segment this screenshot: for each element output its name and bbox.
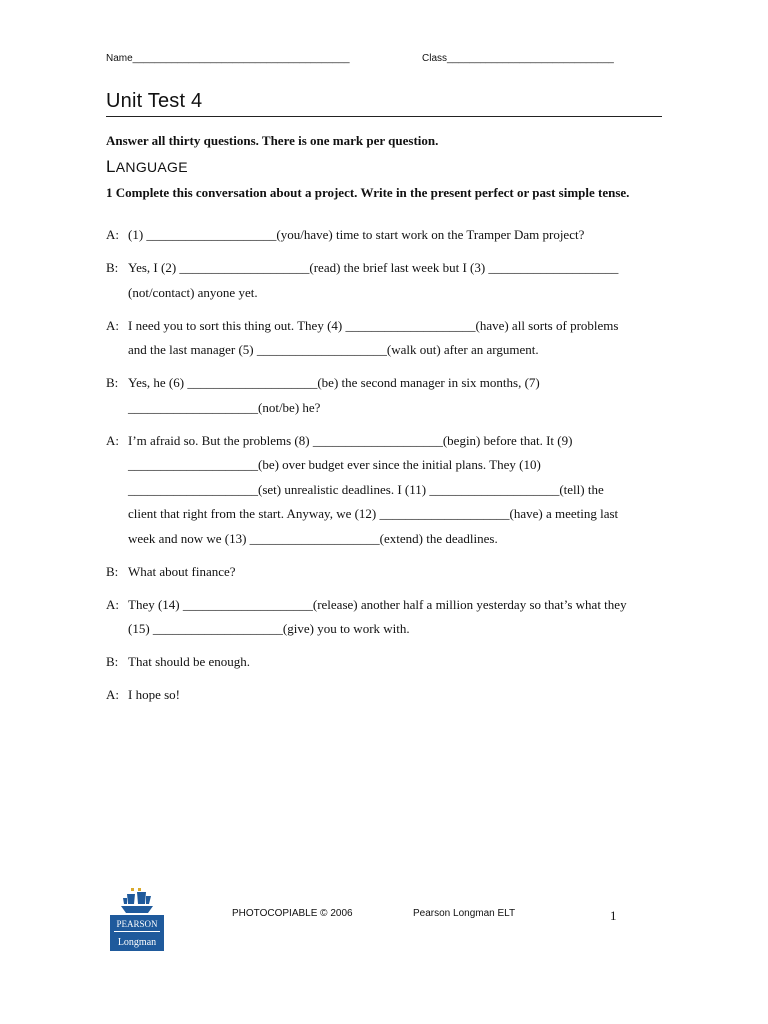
dialogue-speaker: B: [106,260,119,275]
class-field: Class______________________________ [422,53,614,64]
dialogue-line: I’m afraid so. But the problems (8) ____________________(begin) before that. It (9) [128,432,573,448]
page-number: 1 [610,908,617,923]
pearson-longman-logo [110,886,164,951]
dialogue-line: I need you to sort this thing out. They (4) ____________________(have) all sorts of problems [128,317,619,333]
dialogue-speaker: A: [106,596,119,612]
dialogue-line: ____________________(be) over budget ever since the initial plans. They (10) [128,457,541,472]
logo-bottom-text: Longman [117,937,157,948]
footer-publisher: Pearson Longman ELT [413,908,516,919]
dialogue-line: (not/contact) anyone yet. [128,284,258,300]
dialogue-line: They (14) ____________________(release) another half a million yesterday so that’s what they [128,596,627,612]
dialogue-line: (15) ____________________(give) you to work with. [128,621,410,636]
dialogue-line: Yes, I (2) ____________________(read) the brief last week but I (3) ____________________ [128,260,619,275]
section-initial: L [106,157,116,176]
dialogue-line: ____________________(set) unrealistic deadlines. I (11) ____________________(tell) the [128,481,604,497]
section-rest: ANGUAGE [115,159,188,175]
dialogue-line: I hope so! [128,687,180,702]
dialogue-speaker: B: [106,563,119,579]
dialogue-line: week and now we (13) ____________________(extend) the deadlines. [128,530,498,546]
dialogue-line: That should be enough. [128,654,251,669]
dialogue-line: (1) ____________________(you/have) time to start work on the Tramper Dam project? [128,227,585,242]
dialogue-speaker: A: [106,227,119,242]
dialogue-speaker: B: [106,375,119,390]
instructions: Answer all thirty questions. There is one mark per question. [106,133,439,148]
logo-top-text: PEARSON [116,919,158,929]
dialogue-line: and the last manager (5) ____________________(walk out) after an argument. [128,342,539,357]
dialogue-speaker: B: [106,654,119,669]
dialogue-speaker: A: [106,432,119,448]
section-heading [106,157,188,177]
footer-copyright: PHOTOCOPIABLE © 2006 [232,908,353,919]
exercise-heading: 1 Complete this conversation about a project. Write in the present perfect or past simple tense. [106,185,630,200]
dialogue-speaker: A: [106,687,119,702]
dialogue-speaker: A: [106,317,119,333]
dialogue-line: Yes, he (6) ____________________(be) the second manager in six months, (7) [128,375,540,390]
dialogue-line: What about finance? [128,563,236,579]
ship-icon [121,888,153,913]
name-field: Name_______________________________________ [106,53,350,64]
dialogue-line: client that right from the start. Anyway, we (12) ____________________(have) a meeting last [128,506,619,521]
page-title: Unit Test 4 [106,90,203,112]
title-divider [106,116,662,117]
dialogue-line: ____________________(not/be) he? [128,399,321,415]
